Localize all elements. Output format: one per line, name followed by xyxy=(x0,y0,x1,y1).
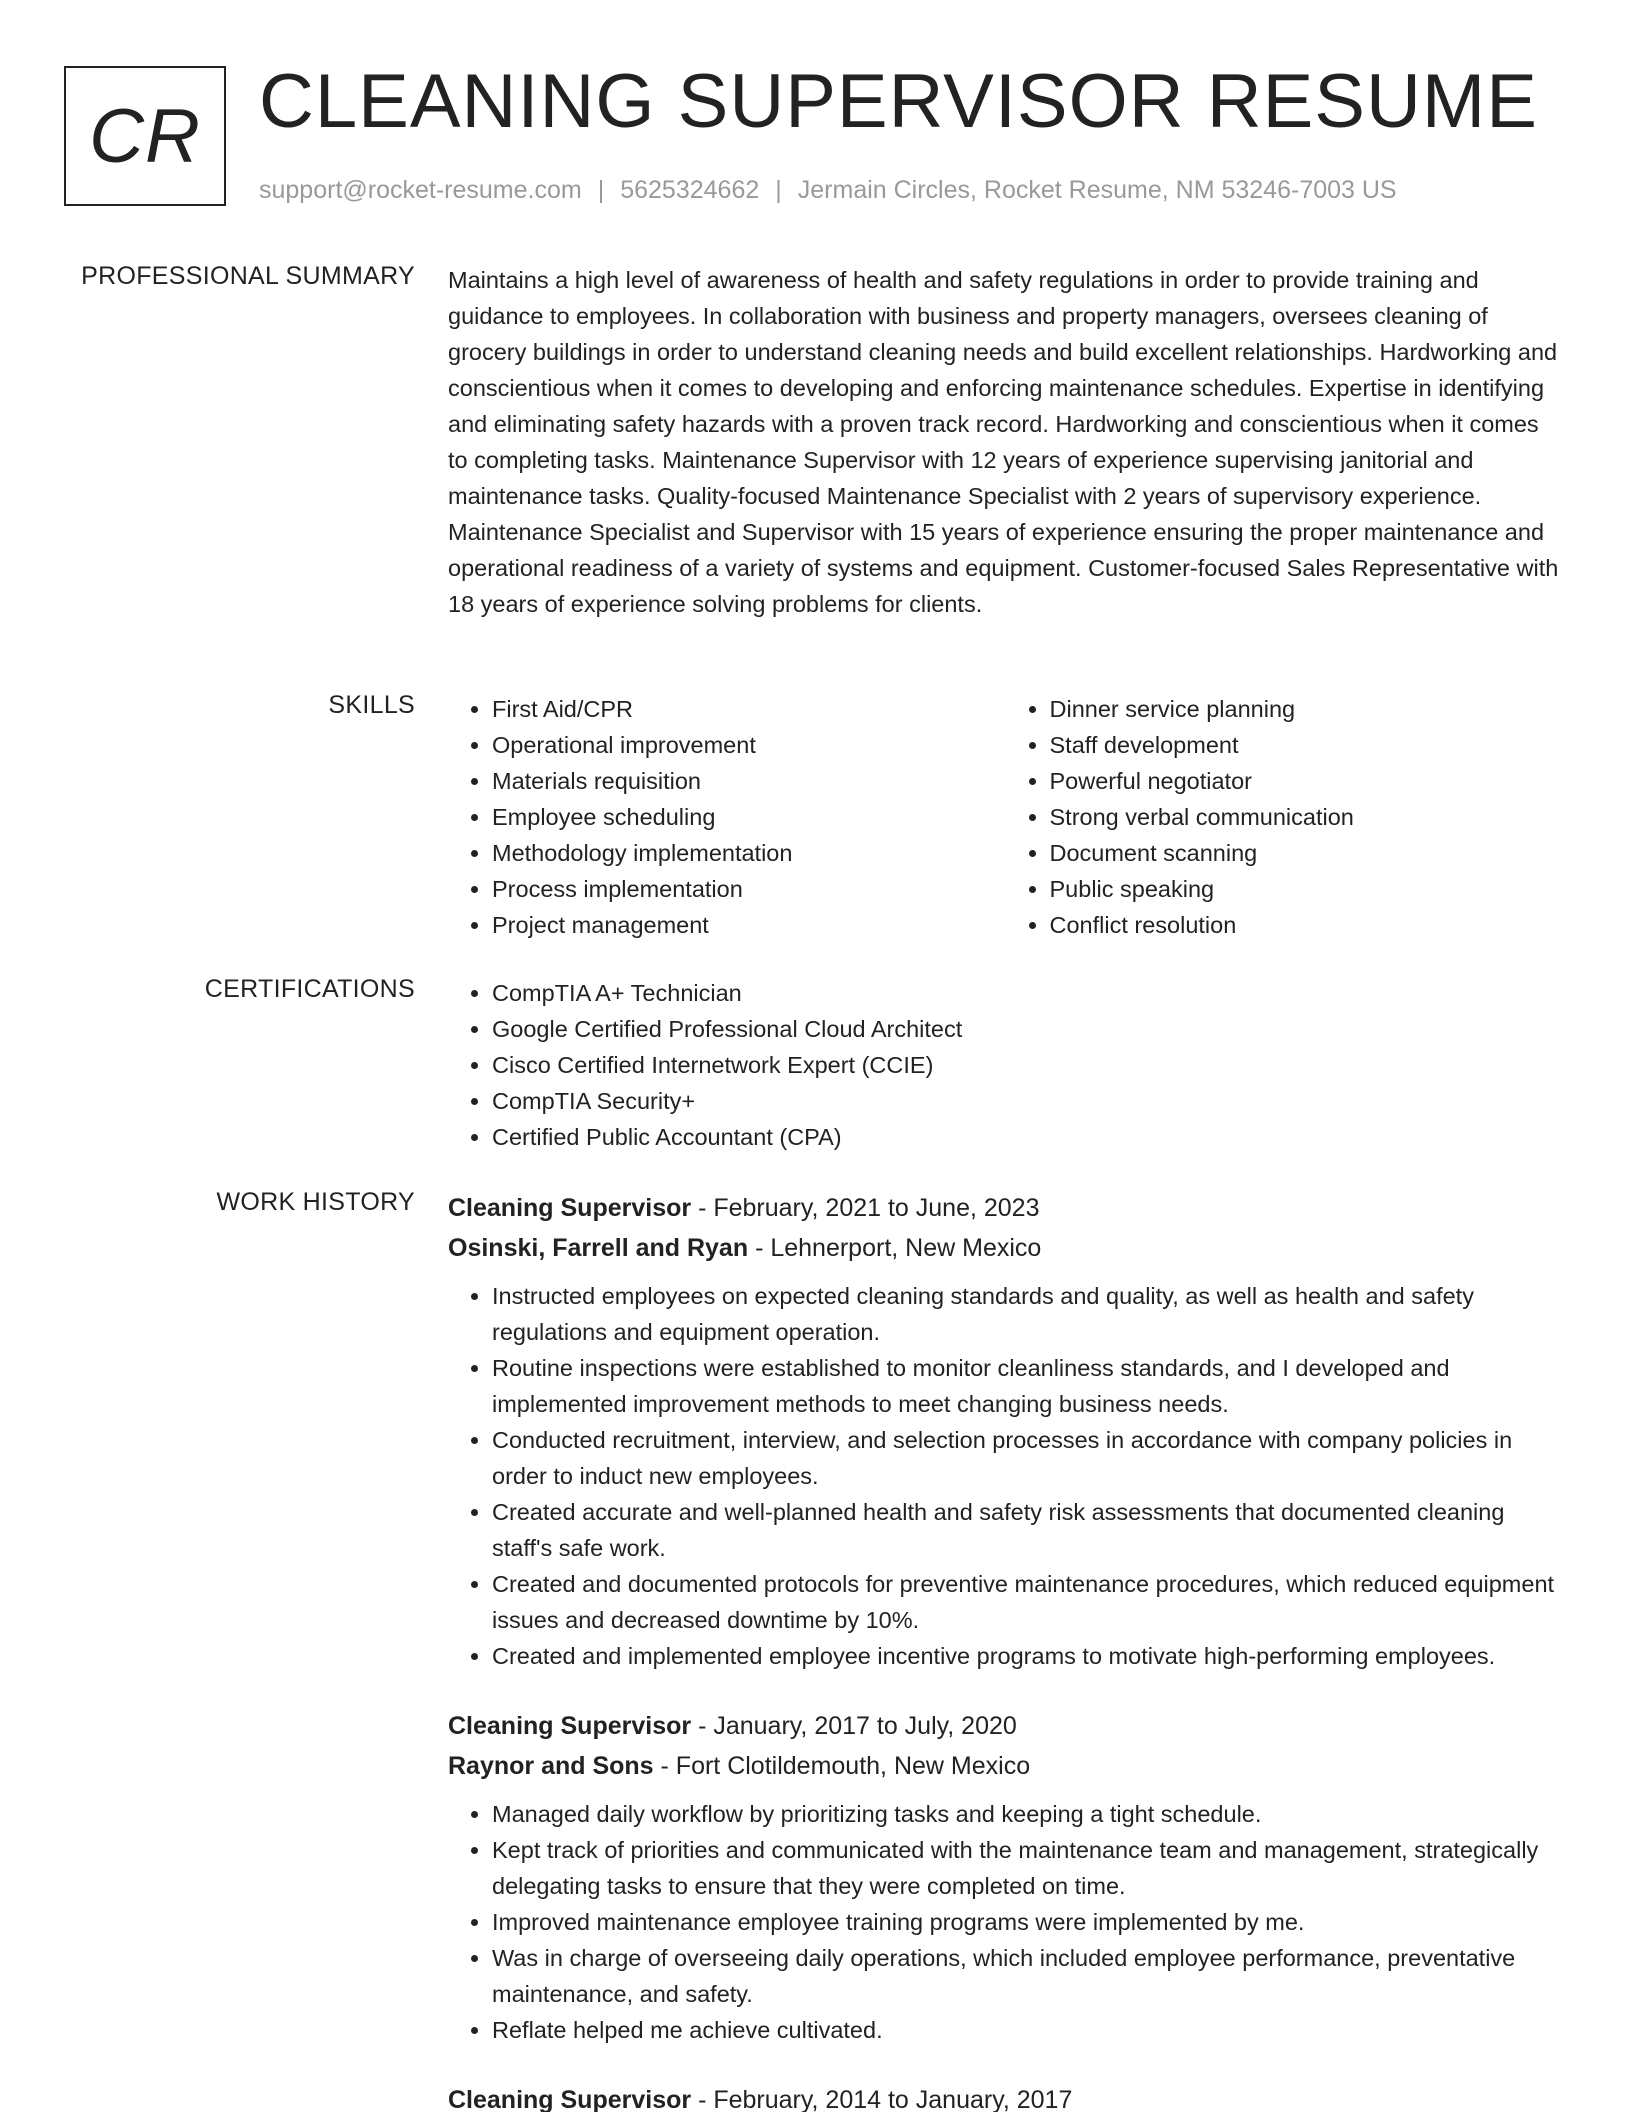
skill-item: • Strong verbal communication xyxy=(1050,799,1564,835)
skill-item: • Dinner service planning xyxy=(1050,691,1564,727)
work-history-label: WORK HISTORY xyxy=(216,1188,415,1216)
job-bullet: • Created accurate and well-planned health and safety risk assessments that documented cleaning staff's safe work. xyxy=(492,1494,1563,1566)
contact-address: Jermain Circles, Rocket Resume, NM 53246-7003 US xyxy=(797,176,1397,204)
skills-list-left xyxy=(448,691,1006,943)
job-dates: - February, 2014 to January, 2017 xyxy=(691,2086,1073,2112)
skill-item: • Powerful negotiator xyxy=(1050,763,1564,799)
job-bullets xyxy=(448,1278,1563,1674)
skill-item: • Project management xyxy=(492,907,1006,943)
contact-email: support@rocket-resume.com xyxy=(259,176,582,204)
job-bullet: • Created and documented protocols for preventive maintenance procedures, which reduced equipment issues and decreased downtime by 10%. xyxy=(492,1566,1563,1638)
job-bullet: • Kept track of priorities and communicated with the maintenance team and management, strategically delegating tasks to ensure that they were completed on time. xyxy=(492,1832,1563,1904)
job-company-line xyxy=(448,1228,1563,1268)
skill-item: • Public speaking xyxy=(1050,871,1564,907)
monogram-badge: CR xyxy=(64,66,226,206)
skill-item: • Employee scheduling xyxy=(492,799,1006,835)
job-bullet: • Reflate helped me achieve cultivated. xyxy=(492,2012,1563,2048)
job-title: Cleaning Supervisor xyxy=(448,2086,692,2112)
job-title-line xyxy=(448,2080,1563,2112)
resume-title: CLEANING SUPERVISOR RESUME xyxy=(259,59,1538,144)
job-title-line xyxy=(448,1188,1563,1228)
certifications-body xyxy=(448,975,1563,1155)
skill-item: • Process implementation xyxy=(492,871,1006,907)
certification-item: • Certified Public Accountant (CPA) xyxy=(492,1119,1563,1155)
job-entry xyxy=(448,1188,1563,1674)
skill-item: • Staff development xyxy=(1050,727,1564,763)
skill-item: • Methodology implementation xyxy=(492,835,1006,871)
skills-body xyxy=(448,691,1563,943)
contact-separator: | xyxy=(597,176,605,204)
job-dates: - January, 2017 to July, 2020 xyxy=(691,1712,1017,1740)
job-title: Cleaning Supervisor xyxy=(448,1712,692,1740)
job-bullet: • Routine inspections were established to monitor cleanliness standards, and I developed and implemented improvement methods to meet changing business needs. xyxy=(492,1350,1563,1422)
skills-label: SKILLS xyxy=(328,691,415,719)
skill-item: • Document scanning xyxy=(1050,835,1564,871)
certification-item: • CompTIA Security+ xyxy=(492,1083,1563,1119)
job-company: Raynor and Sons xyxy=(448,1752,654,1780)
skill-item: • Conflict resolution xyxy=(1050,907,1564,943)
contact-separator: | xyxy=(775,176,782,204)
job-bullet: • Improved maintenance employee training programs were implemented by me. xyxy=(492,1904,1563,1940)
job-entry xyxy=(448,2080,1563,2112)
skill-item: • Operational improvement xyxy=(492,727,1006,763)
summary-label: PROFESSIONAL SUMMARY xyxy=(81,262,415,290)
certifications-list xyxy=(448,975,1563,1155)
summary-text: Maintains a high level of awareness of health and safety regulations in order to provide training and guidance to employees. In collaboration with business and property managers, oversees cleaning of grocery buildings in order to understand cleaning needs and build excellent relationships. Hardworking and conscientious when it comes to developing and enforcing maintenance schedules. Expertise in identifying and eliminating safety hazards with a proven track record. Hardworking and conscientious when it comes to completing tasks. Maintenance Supervisor with 12 years of experience supervising janitorial and maintenance tasks. Quality-focused Maintenance Specialist with 2 years of supervisory experience. Maintenance Specialist and Supervisor with 15 years of experience ensuring the proper maintenance and operational readiness of a variety of systems and equipment. Customer-focused Sales Representative with 18 years of experience solving problems for clients. xyxy=(448,267,1559,617)
job-title-line xyxy=(448,1706,1563,1746)
skill-item: • First Aid/CPR xyxy=(492,691,1006,727)
job-bullet: • Instructed employees on expected cleaning standards and quality, as well as health and safety regulations and equipment operation. xyxy=(492,1278,1563,1350)
job-bullet: • Managed daily workflow by prioritizing tasks and keeping a tight schedule. xyxy=(492,1796,1563,1832)
job-location: - Fort Clotildemouth, New Mexico xyxy=(653,1752,1031,1780)
job-title: Cleaning Supervisor xyxy=(448,1194,692,1222)
job-dates: - February, 2021 to June, 2023 xyxy=(691,1194,1040,1222)
job-bullet: • Conducted recruitment, interview, and selection processes in accordance with company policies in order to induct new employees. xyxy=(492,1422,1563,1494)
certifications-label: CERTIFICATIONS xyxy=(204,975,415,1003)
job-bullet: • Was in charge of overseeing daily operations, which included employee performance, preventative maintenance, and safety. xyxy=(492,1940,1563,2012)
contact-phone: 5625324662 xyxy=(620,176,760,204)
job-company: Osinski, Farrell and Ryan xyxy=(448,1234,749,1262)
certification-item: • CompTIA A+ Technician xyxy=(492,975,1563,1011)
work-history-body xyxy=(448,1188,1563,2112)
job-entry xyxy=(448,1706,1563,2048)
summary-body xyxy=(448,262,1563,622)
contact-line xyxy=(259,176,1397,205)
job-location: - Lehnerport, New Mexico xyxy=(748,1234,1042,1262)
job-bullets xyxy=(448,1796,1563,2048)
skills-list-right xyxy=(1006,691,1564,943)
job-company-line xyxy=(448,1746,1563,1786)
certification-item: • Google Certified Professional Cloud Architect xyxy=(492,1011,1563,1047)
job-bullet: • Created and implemented employee incentive programs to motivate high-performing employees. xyxy=(492,1638,1563,1674)
certification-item: • Cisco Certified Internetwork Expert (CCIE) xyxy=(492,1047,1563,1083)
skill-item: • Materials requisition xyxy=(492,763,1006,799)
